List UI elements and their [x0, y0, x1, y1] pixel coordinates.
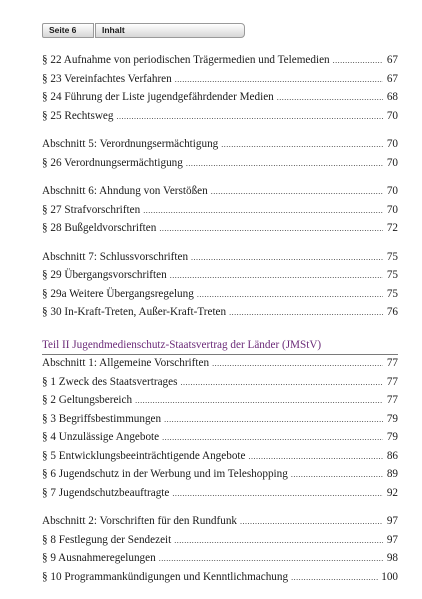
- toc-entry-title: Abschnitt 7: Schlussvorschriften: [42, 250, 189, 263]
- toc-entry-page: 67: [386, 72, 398, 85]
- toc-entry[interactable]: [42, 376, 398, 395]
- toc-entry[interactable]: [42, 54, 398, 73]
- spacer: [42, 241, 398, 251]
- table-of-contents: [42, 54, 398, 589]
- toc-group: [42, 54, 398, 128]
- toc-entry[interactable]: [42, 413, 398, 432]
- toc-entry-title: Abschnitt 5: Verordnungsermächtigung: [42, 138, 219, 150]
- dot-leader: [116, 112, 383, 121]
- toc-entry-title: § 10 Programmankündigungen und Kenntlichmachung: [42, 570, 289, 583]
- toc-entry[interactable]: [42, 222, 398, 241]
- toc-entry-page: 67: [386, 54, 398, 66]
- toc-entry-page: 70: [386, 109, 398, 122]
- toc-group: [42, 185, 398, 241]
- dot-leader: [159, 554, 383, 563]
- toc-entry-page: 70: [386, 156, 398, 169]
- toc-entry-title: § 24 Führung der Liste jugendgefährdender Medien: [42, 91, 274, 103]
- toc-entry-title: § 7 Jugendschutzbeauftragte: [42, 486, 170, 499]
- toc-entry-page: 70: [386, 185, 398, 197]
- toc-entry[interactable]: [42, 185, 398, 204]
- toc-entry-page: 77: [386, 375, 398, 388]
- toc-entry-title: § 26 Verordnungsermächtigung: [42, 156, 183, 169]
- toc-entry[interactable]: [42, 204, 398, 223]
- toc-entry-title: § 3 Begriffsbestimmungen: [42, 412, 162, 425]
- dot-leader: [175, 75, 383, 84]
- toc-entry[interactable]: [42, 251, 398, 270]
- toc-entry-title: § 9 Ausnahmeregelungen: [42, 552, 156, 564]
- dot-leader: [186, 159, 383, 168]
- toc-entry-title: § 6 Jugendschutz in der Werbung und im Teleshopping: [42, 468, 288, 480]
- toc-entry-title: § 8 Festlegung der Sendezeit: [42, 533, 172, 546]
- toc-entry-page: 70: [386, 203, 398, 216]
- toc-entry[interactable]: [42, 571, 398, 590]
- toc-entry-title: § 2 Geltungsbereich: [42, 394, 133, 406]
- toc-group: [42, 251, 398, 325]
- toc-entry-page: 72: [386, 222, 398, 234]
- dot-leader: [159, 224, 383, 233]
- dot-leader: [291, 470, 383, 479]
- dot-leader: [291, 573, 378, 582]
- toc-entry-title: § 28 Bußgeldvorschriften: [42, 222, 157, 234]
- toc-entry[interactable]: [42, 468, 398, 487]
- toc-entry[interactable]: [42, 431, 398, 450]
- toc-entry[interactable]: [42, 487, 398, 506]
- toc-entry-page: 76: [386, 306, 398, 318]
- toc-entry[interactable]: [42, 357, 398, 376]
- toc-entry-page: 77: [386, 394, 398, 406]
- toc-entry-page: 97: [386, 533, 398, 546]
- toc-entry-title: § 1 Zweck des Staatsvertrages: [42, 375, 178, 388]
- dot-leader: [197, 290, 383, 299]
- toc-entry[interactable]: [42, 157, 398, 176]
- toc-entry-page: 92: [386, 486, 398, 499]
- toc-entry[interactable]: [42, 269, 398, 288]
- dot-leader: [180, 378, 383, 387]
- dot-leader: [240, 517, 383, 526]
- toc-entry-title: § 5 Entwicklungsbeeinträchtigende Angebote: [42, 449, 246, 462]
- toc-entry-title: § 29a Weitere Übergangsregelung: [42, 287, 194, 300]
- toc-entry[interactable]: [42, 306, 398, 325]
- spacer: [42, 505, 398, 515]
- section-tab: Inhalt: [95, 23, 245, 38]
- dot-leader: [172, 489, 383, 498]
- dot-leader: [174, 536, 383, 545]
- toc-entry-title: Abschnitt 6: Ahndung von Verstößen: [42, 185, 208, 197]
- toc-entry-title: Abschnitt 1: Allgemeine Vorschriften: [42, 357, 210, 369]
- toc-entry-title: § 23 Vereinfachtes Verfahren: [42, 72, 172, 85]
- dot-leader: [211, 187, 383, 196]
- part-heading[interactable]: Teil II Jugendmedienschutz-Staatsvertrag der Länder (JMStV): [42, 338, 322, 351]
- toc-entry[interactable]: [42, 534, 398, 553]
- toc-entry-page: 97: [386, 515, 398, 527]
- toc-group: [42, 515, 398, 589]
- dot-leader: [212, 359, 383, 368]
- toc-entry-page: 98: [386, 552, 398, 564]
- dot-leader: [333, 56, 383, 65]
- toc-entry-title: § 30 In-Kraft-Treten, Außer-Kraft-Treten: [42, 306, 227, 318]
- dot-leader: [221, 140, 383, 149]
- spacer: [42, 128, 398, 138]
- toc-group: [42, 357, 398, 505]
- toc-entry-page: 77: [386, 357, 398, 369]
- toc-entry-page: 79: [386, 412, 398, 425]
- toc-entry-title: Abschnitt 2: Vorschriften für den Rundfunk: [42, 515, 238, 527]
- toc-entry-page: 75: [386, 269, 398, 281]
- toc-entry-page: 75: [386, 250, 398, 263]
- toc-entry[interactable]: [42, 91, 398, 110]
- dot-leader: [277, 93, 383, 102]
- toc-entry-page: 89: [386, 468, 398, 480]
- toc-entry-page: 68: [386, 91, 398, 103]
- toc-entry-page: 70: [386, 138, 398, 150]
- toc-entry[interactable]: [42, 552, 398, 571]
- page-number-tab: Seite 6: [42, 23, 94, 38]
- toc-entry-page: 75: [386, 287, 398, 300]
- dot-leader: [135, 396, 383, 405]
- toc-entry[interactable]: [42, 138, 398, 157]
- toc-entry-page: 100: [381, 570, 398, 583]
- toc-entry-title: § 29 Übergangsvorschriften: [42, 269, 167, 281]
- heading-rule: [42, 354, 398, 355]
- dot-leader: [164, 415, 383, 424]
- toc-entry-title: § 25 Rechtsweg: [42, 109, 114, 122]
- toc-group: [42, 138, 398, 175]
- dot-leader: [170, 271, 383, 280]
- dot-leader: [162, 433, 383, 442]
- spacer: [42, 175, 398, 185]
- toc-entry[interactable]: [42, 515, 398, 534]
- page-header: [42, 23, 245, 38]
- dot-leader: [191, 253, 383, 262]
- toc-entry[interactable]: [42, 288, 398, 307]
- toc-entry-title: § 4 Unzulässige Angebote: [42, 431, 160, 443]
- toc-entry-page: 86: [386, 449, 398, 462]
- toc-entry[interactable]: [42, 394, 398, 413]
- toc-entry-title: § 22 Aufnahme von periodischen Trägermedien und Telemedien: [42, 54, 330, 66]
- toc-entry[interactable]: [42, 110, 398, 129]
- toc-entry[interactable]: [42, 73, 398, 92]
- dot-leader: [229, 308, 383, 317]
- dot-leader: [143, 206, 383, 215]
- toc-entry-page: 79: [386, 431, 398, 443]
- toc-entry[interactable]: [42, 450, 398, 469]
- dot-leader: [249, 452, 384, 461]
- toc-entry-title: § 27 Strafvorschriften: [42, 203, 141, 216]
